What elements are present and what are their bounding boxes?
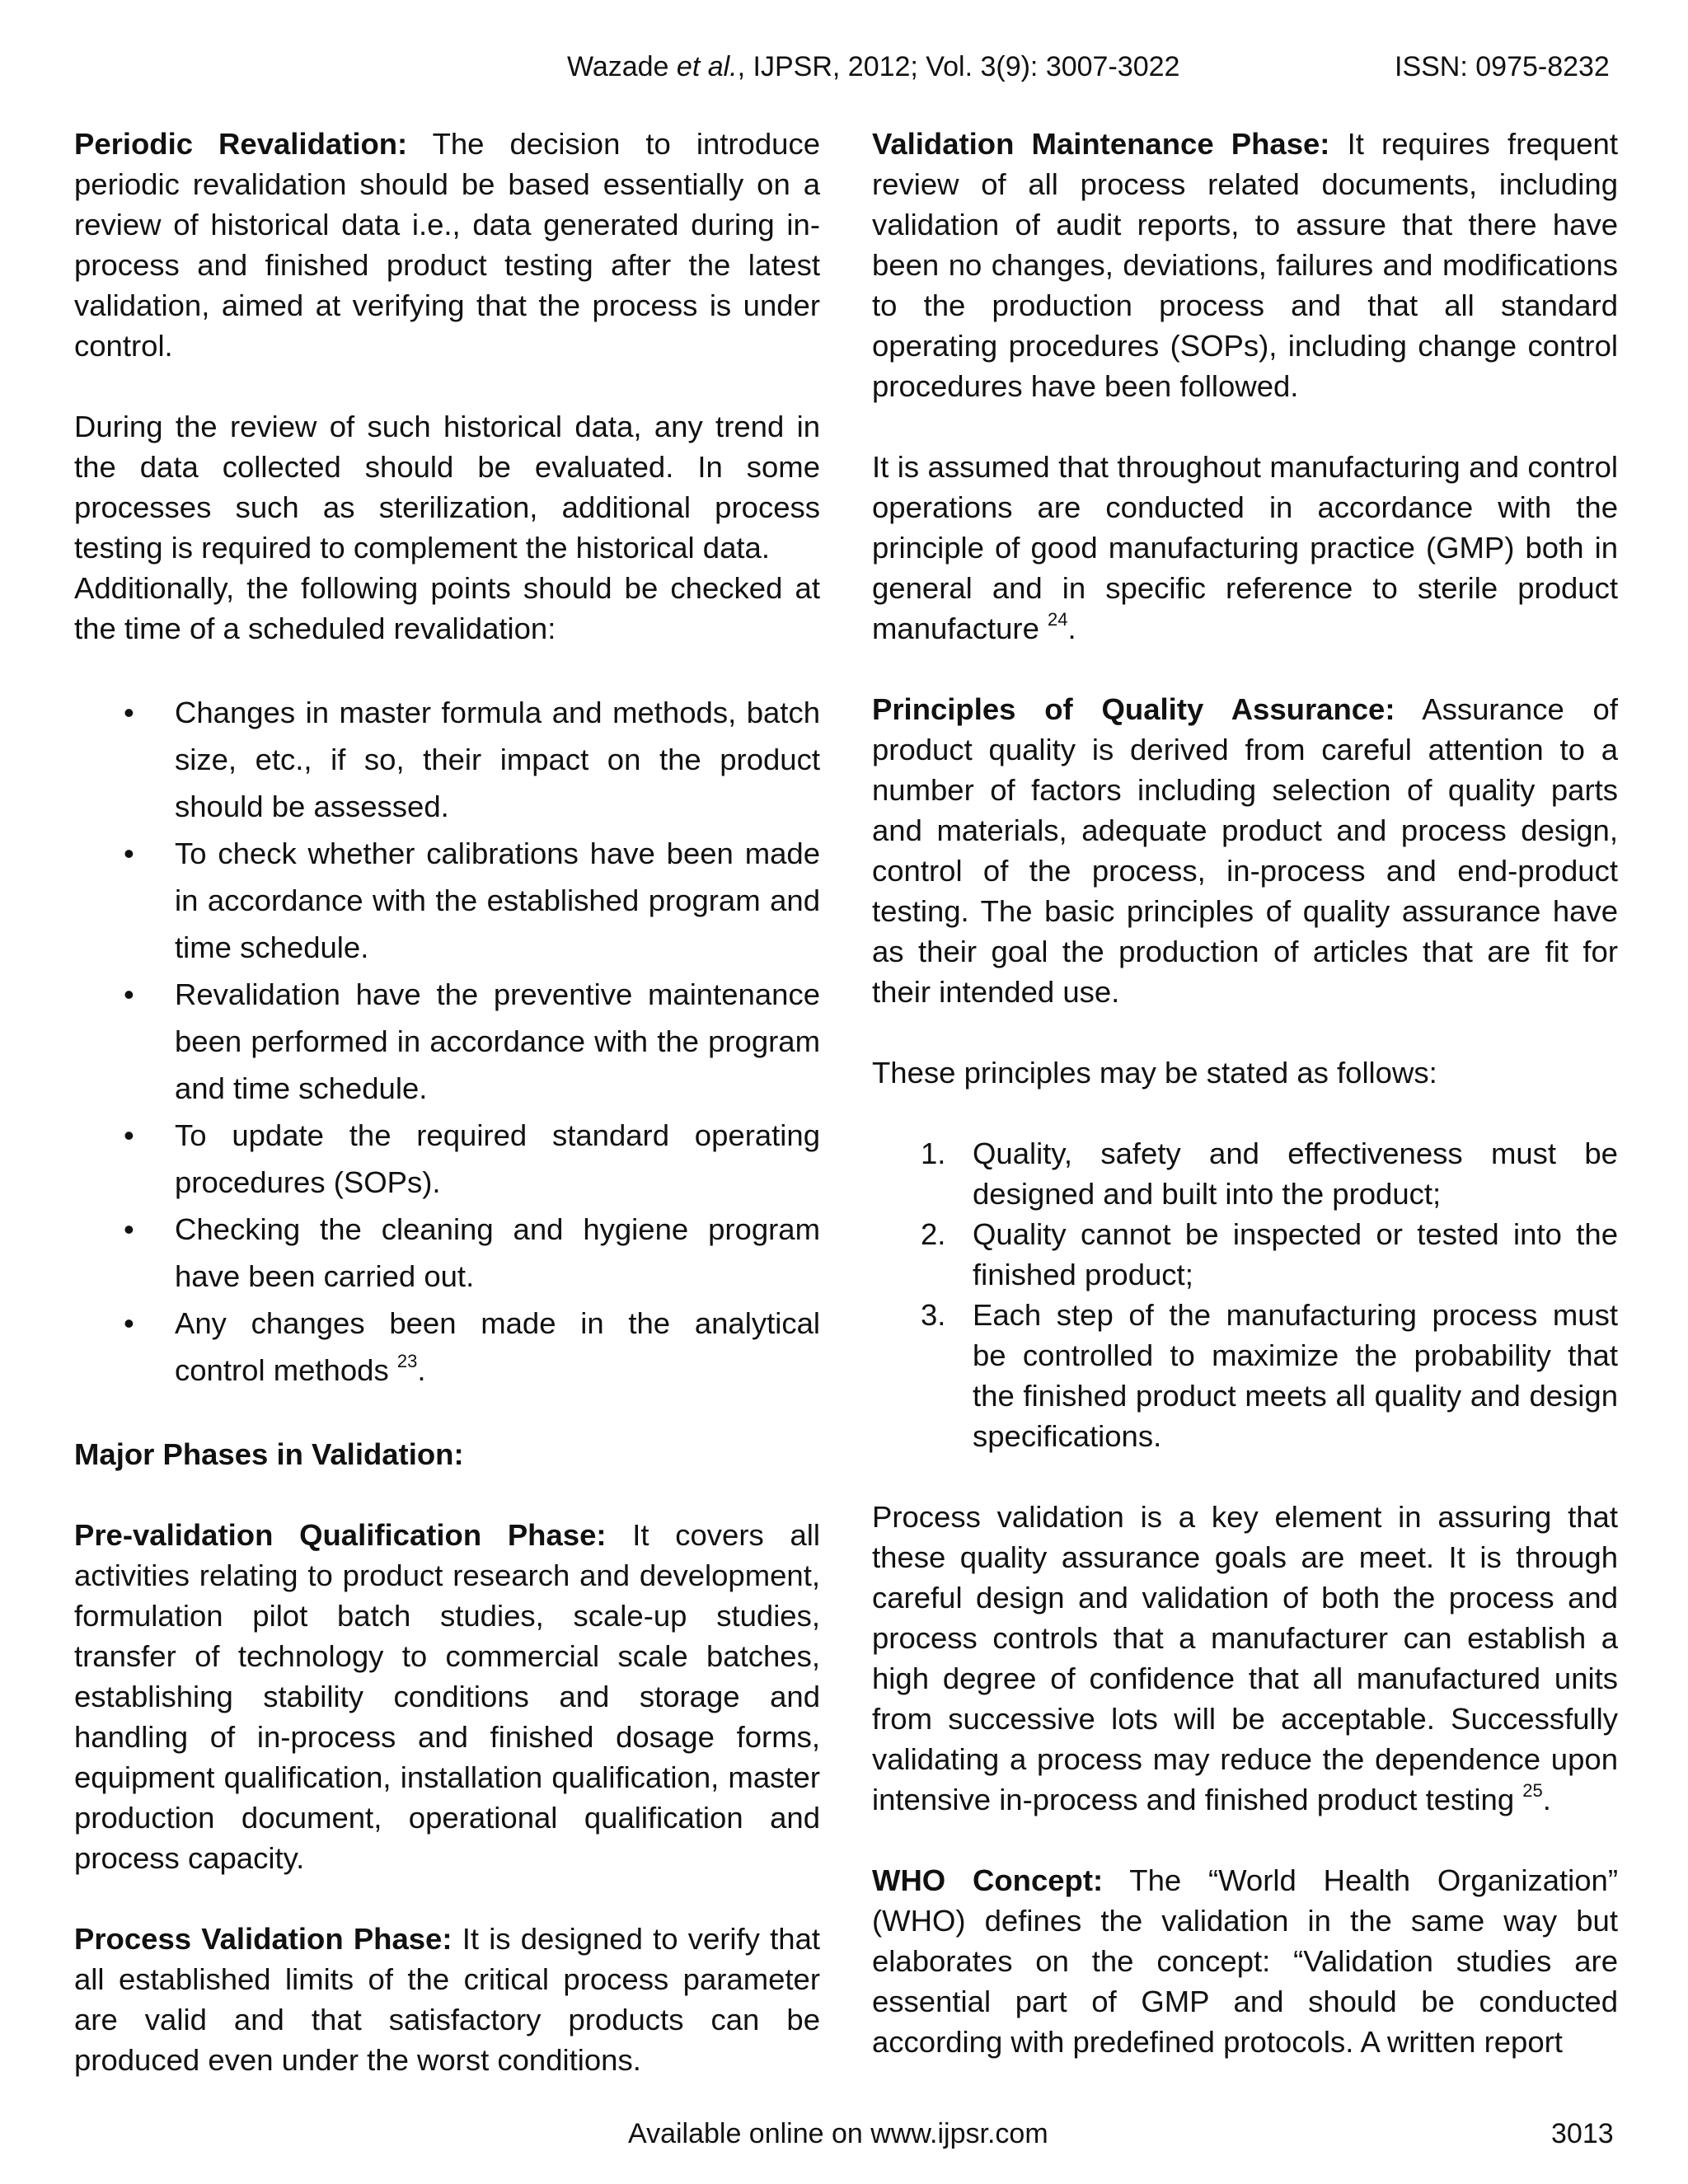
left-column [74,124,820,2121]
list-item: • To update the required standard operating procedures (SOPs). [175,1112,820,1206]
citation-ref: 25 [1522,1780,1543,1801]
process-validation-goals-paragraph: Process validation is a key element in assuring that these quality assurance goals are meet. It is through careful design and validation of both the process and process controls that a manufacturer can establish a high degree of confidence that all manufactured units from successive lots will be acceptable. Successfully validating a process may reduce the dependence upon intensive in-process and finished product testing $^{25}$. [872,1500,1618,1816]
checkpoints-intro-paragraph: Additionally, the following points should be checked at the time of a scheduled revalidation: [74,571,820,645]
et-al: et al. [676,51,738,82]
list-item: • Changes in master formula and methods, batch size, etc., if so, their impact on the product should be assessed. [175,689,820,830]
prevalidation-heading: Pre-validation Qualification Phase: [74,1518,607,1552]
who-concept-heading: WHO Concept: [872,1863,1104,1897]
availability-notice: Available online on www.ijpsr.com [628,2118,1048,2149]
running-header [0,51,1688,92]
list-item: • Checking the cleaning and hygiene program have been carried out. [175,1206,820,1300]
journal-info: , IJPSR, 2012; Vol. 3(9): 3007-3022 [737,51,1180,82]
review-paragraph: During the review of such historical data, any trend in the data collected should be evaluated. In some processes such as sterilization, additional process testing is required to complement the historical data. [74,410,820,565]
page-footer [0,2118,1688,2159]
right-column [872,124,1618,2062]
list-item: • Any changes been made in the analytical control methods $^{23}$. [175,1300,820,1394]
quality-assurance-heading: Principles of Quality Assurance: [872,692,1395,726]
principles-list [872,1133,1618,1456]
maintenance-paragraph: Validation Maintenance Phase: It requires frequent review of all process related documents, including validation of audit reports, to assure that there have been no changes, deviations, failures and modifications to the production process and that all standard operating procedures (SOPs), including change control procedures have been followed. [872,127,1618,403]
list-item: 2. Quality cannot be inspected or tested into the finished product; [921,1217,1618,1291]
maintenance-heading: Validation Maintenance Phase: [872,127,1330,161]
issn: ISSN: 0975-8232 [1395,51,1610,82]
list-item: 1. Quality, safety and effectiveness must be designed and built into the product; [921,1137,1618,1211]
citation-ref: 24 [1048,609,1068,630]
list-item: 3. Each step of the manufacturing process must be controlled to maximize the probability that the finished product meets all quality and design specifications. [921,1298,1618,1453]
authors: Wazade [567,51,669,82]
major-phases-heading: Major Phases in Validation: [74,1437,464,1471]
quality-assurance-paragraph: Principles of Quality Assurance: Assurance of product quality is derived from careful attention to a number of factors including selection of quality parts and materials, adequate product and process design, control of the process, in-process and end-product testing. The basic principles of quality assurance have as their goal the production of articles that are fit for their intended use. [872,692,1618,1009]
prevalidation-paragraph: Pre-validation Qualification Phase: It covers all activities relating to product research and development, formulation pilot batch studies, scale-up studies, transfer of technology to commercial scale batches, establishing stability conditions and storage and handling of in-process and finished dosage forms, equipment qualification, installation qualification, master production document, operational qualification and process capacity. [74,1518,820,1875]
periodic-revalidation-heading: Periodic Revalidation: [74,127,408,161]
citation-ref: 23 [396,1351,418,1371]
gmp-paragraph: It is assumed that throughout manufacturing and control operations are conducted in accordance with the principle of good manufacturing practice (GMP) both in general and in specific reference to sterile product manufacture $^{24}$. [872,450,1618,645]
citation [567,51,1179,83]
periodic-revalidation-paragraph: Periodic Revalidation: The decision to introduce periodic revalidation should be based essentially on a review of historical data i.e., data generated during in-process and finished product testing after the latest validation, aimed at verifying that the process is under control. [74,127,821,363]
who-concept-paragraph: WHO Concept: The “World Health Organization” (WHO) defines the validation in the same way but elaborates on the concept: “Validation studies are essential part of GMP and should be conducted according with predefined protocols. A written report [872,1863,1618,2059]
page-number: 3013 [1551,2118,1614,2149]
list-item: • Revalidation have the preventive maintenance been performed in accordance with the program and time schedule. [175,971,820,1112]
principles-intro: These principles may be stated as follows: [872,1056,1437,1090]
list-item: • To check whether calibrations have been made in accordance with the established program and time schedule. [175,830,820,971]
process-validation-heading: Process Validation Phase: [74,1922,452,1956]
process-validation-paragraph: Process Validation Phase: It is designed to verify that all established limits of the critical process parameter are valid and that satisfactory products can be produced even under the worst conditions. [74,1922,821,2077]
revalidation-checklist [74,689,820,1394]
